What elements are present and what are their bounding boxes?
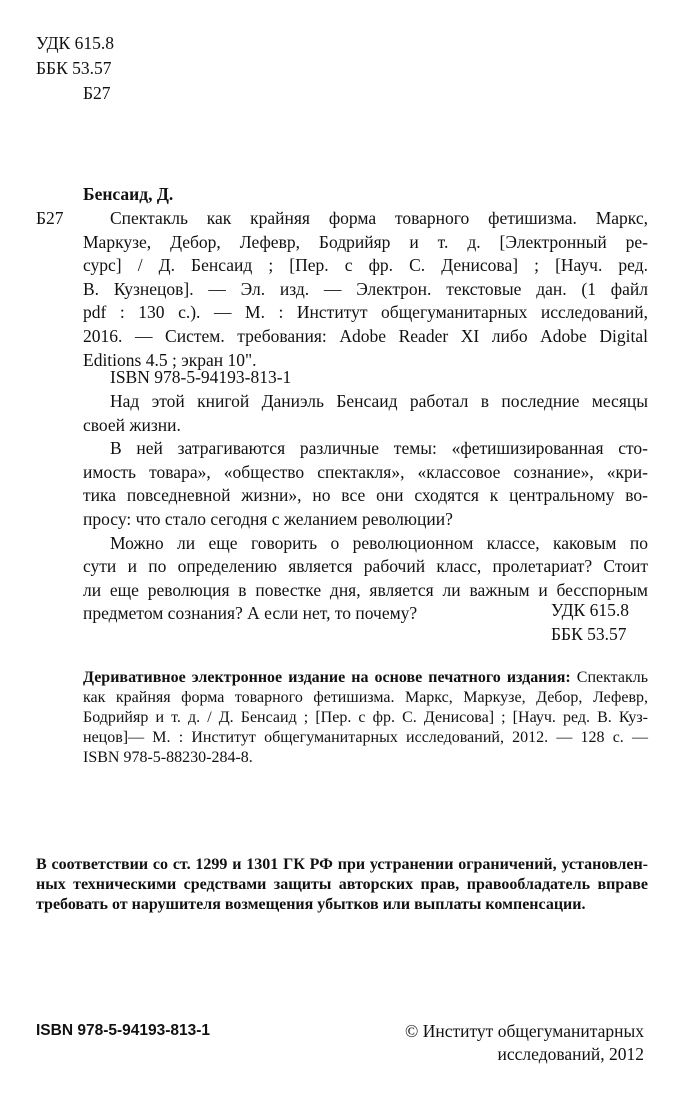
- card-isbn: ISBN 978-5-94193-813-1: [110, 367, 292, 387]
- card-author-sign: Б27: [36, 208, 64, 228]
- title-line: В. Кузнецов]. — Эл. изд. — Электрон. текстовые дан. (1 файл: [83, 278, 648, 299]
- copyright-notice: [36, 855, 648, 915]
- card-udk: УДК 615.8: [551, 600, 629, 620]
- card-bbk: ББК 53.57: [551, 624, 627, 644]
- top-bbk: ББК 53.57: [36, 58, 112, 78]
- derivative-line: ISBN 978-5-88230-284-8.: [83, 749, 253, 766]
- derivative-line: Бодрийяр и т. д. / Д. Бенсаид ; [Пер. с фр. С. Денисова] ; [Науч. ред. В. Куз-: [83, 709, 648, 726]
- annotation: [83, 390, 648, 626]
- annotation-line: просу: что стало сегодня с желанием революции?: [83, 508, 453, 529]
- top-udk: УДК 615.8: [36, 33, 114, 53]
- copyright-notice-line: ных техническими средствами защиты авторских прав, правообладатель вправе: [36, 876, 648, 893]
- derivative-lead: Деривативное электронное издание на основе печатного издания:: [83, 669, 571, 686]
- copyright-notice-line: требовать от нарушителя возмещения убытков или выплаты компенсации.: [36, 896, 586, 913]
- title-line: Маркузе, Дебор, Лефевр, Бодрийяр и т. д. [Электронный ре-: [83, 231, 648, 252]
- author-heading: Бенсаид, Д.: [83, 184, 174, 204]
- title-line: сурс] / Д. Бенсаид ; [Пер. с фр. С. Денисова] ; [Науч. ред.: [83, 255, 648, 276]
- derivative-lead-rest: Спектакль: [576, 669, 649, 686]
- top-author-sign: Б27: [83, 83, 111, 103]
- title-line: pdf : 130 с.). — М. : Институт общегуманитарных исследований,: [83, 302, 648, 323]
- annotation-line: Над этой книгой Даниэль Бенсаид работал в последние месяцы: [110, 391, 648, 411]
- annotation-line: имость товара», «общество спектакля», «классовое сознание», «кри-: [83, 461, 648, 482]
- derivative-note: [83, 668, 648, 768]
- annotation-line: ли еще революция в повестке дня, является ли важным и бесспорным: [83, 579, 648, 600]
- bibliographic-description: [83, 207, 648, 372]
- copyright-notice-line: В соответствии со ст. 1299 и 1301 ГК РФ при устранении ограничений, установлен-: [36, 856, 648, 873]
- derivative-line: как крайняя форма товарного фетишизма. Маркс, Маркузе, Дебор, Лефевр,: [83, 689, 648, 706]
- annotation-line: предметом сознания? А если нет, то почему?: [83, 603, 418, 624]
- annotation-line: сути и по определению является рабочий класс, пролетариат? Стоит: [83, 556, 648, 577]
- annotation-line: Можно ли еще говорить о революционном классе, каковым по: [110, 532, 648, 553]
- annotation-line: В ней затрагиваются различные темы: «фетишизированная сто-: [110, 438, 648, 459]
- footer-copyright-line1: © Институт общегуманитарных: [405, 1021, 644, 1041]
- footer-isbn: ISBN 978-5-94193-813-1: [36, 1022, 211, 1039]
- footer-copyright-line2: исследований, 2012: [497, 1044, 644, 1064]
- derivative-line: нецов]— М. : Институт общегуманитарных исследований, 2012. — 128 с. —: [83, 729, 648, 746]
- annotation-line: тика повседневной жизни», но все они сходятся к центральному во-: [83, 485, 648, 506]
- title-line: Editions 4.5 ; экран 10".: [83, 349, 257, 370]
- derivative-first-line: [83, 668, 648, 688]
- title-line: Спектакль как крайняя форма товарного фетишизма. Маркс,: [110, 208, 648, 228]
- annotation-line: своей жизни.: [83, 414, 181, 435]
- title-line: 2016. — Систем. требования: Adobe Reader XI либо Adobe Digital: [83, 325, 648, 346]
